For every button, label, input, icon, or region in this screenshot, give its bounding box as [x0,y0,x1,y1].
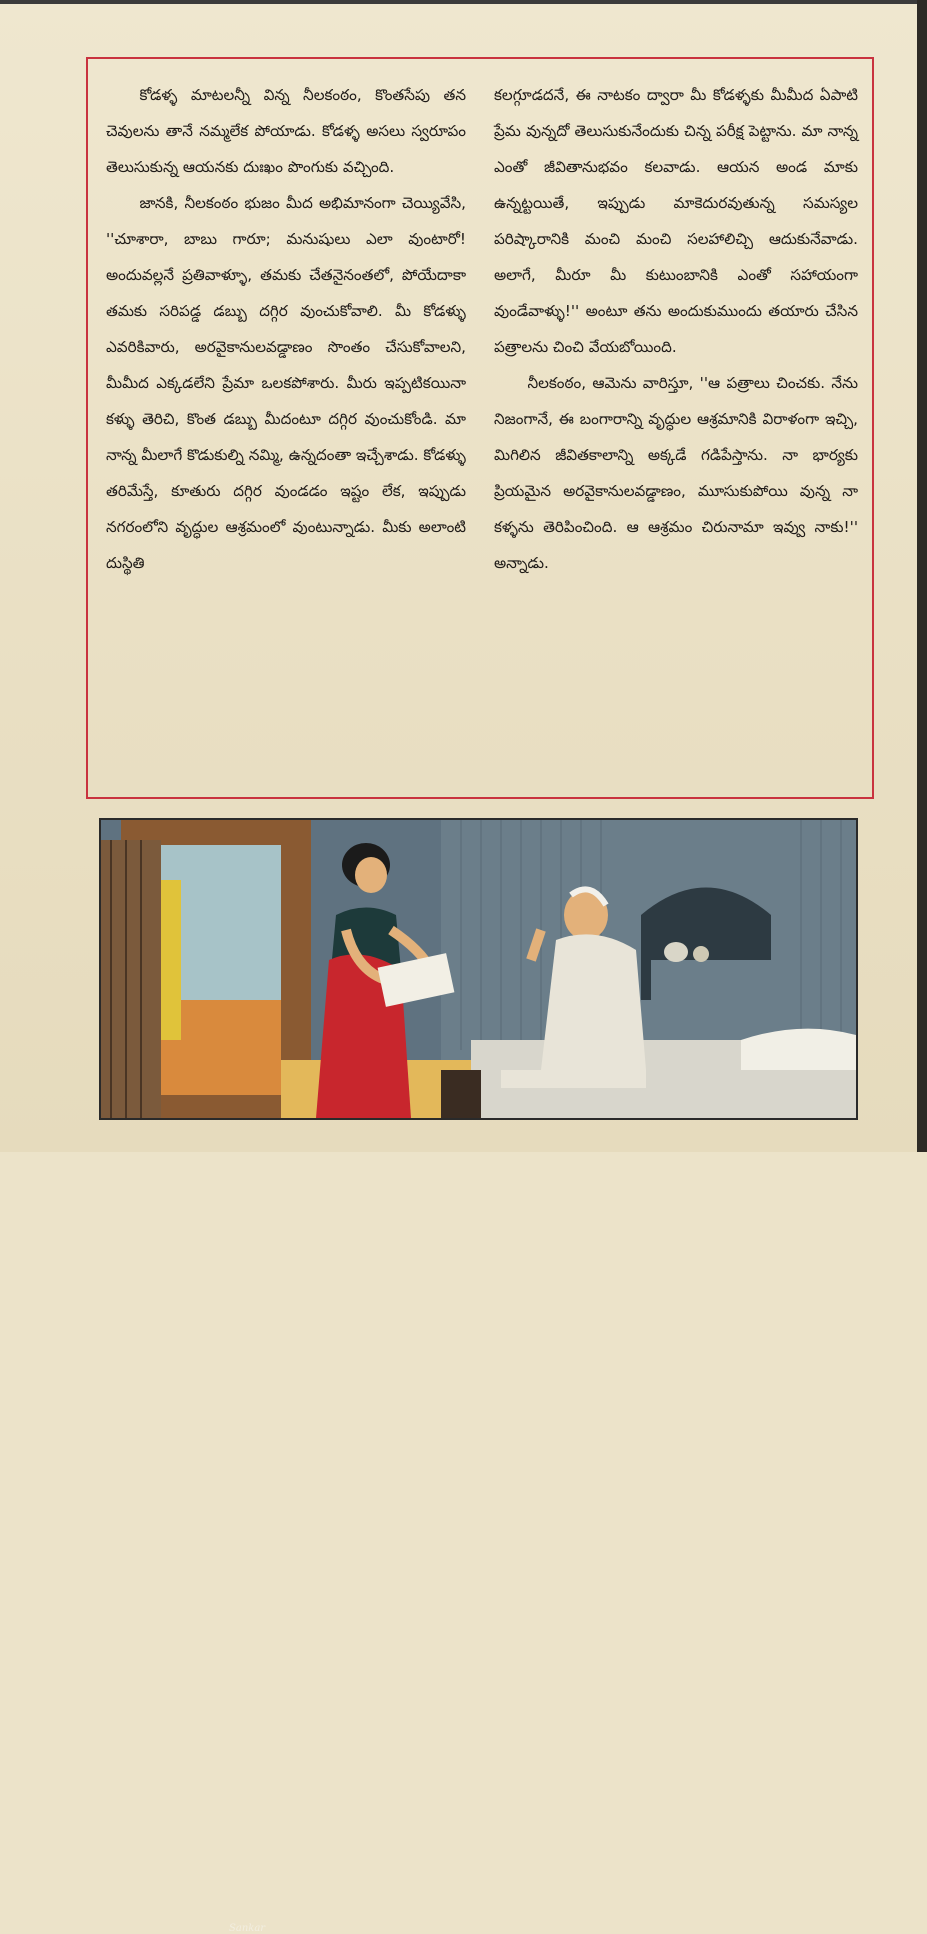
artist-signature: Sankar [229,1923,266,1934]
story-illustration [99,818,858,1934]
pot-1 [664,942,688,962]
left-text-column [106,77,482,783]
story-text-box [86,57,874,799]
paragraph: కోడళ్ళ మాటలన్నీ విన్న నీలకంఠం, కొంతసేపు తన చెవులను తానే నమ్మలేక పోయాడు. కోడళ్ళ అసలు స్వరూపం తెలుసుకున్న ఆయనకు దుఃఖం పొంగుకు వచ్చింది. [106,86,466,176]
page-binding-edge [917,0,927,1152]
paragraph: జానకి, నీలకంఠం భుజం మీద అభిమానంగా చెయ్యివేసి, ''చూశారా, బాబు గారూ; మనుషులు ఎలా వుంటారో! అందువల్లనే ప్రతివాళ్ళూ, తమకు చేతనైనంతలో, పోయేదాకా తమకు సరిపడ్డ డబ్బు దగ్గిర వుంచుకోవాలి. మీ కోడళ్ళు ఎవరికివారు, అరవైకానులవడ్డాణం సొంతం చేసుకోవాలని, మీమీద ఎక్కడలేని ప్రేమా ఒలకపోశారు. మీరు ఇప్పటికయినా కళ్ళు తెరిచి, కొంత డబ్బు మీదంటూ దగ్గిర వుంచుకోండి. మా నాన్న మీలాగే కొడుకుల్ని నమ్మి, ఉన్నదంతా ఇచ్చేశాడు. కోడళ్ళు తరిమేస్తే, కూతురు దగ్గిర వుండడం ఇష్టం లేక, ఇప్పుడు నగరంలోని వృద్ధుల ఆశ్రమంలో వుంటున్నాడు. మీకు అలాంటి దుస్థితి [106,194,466,572]
niche-shelf [651,960,771,1000]
paragraph: కలగ్గూడదనే, ఈ నాటకం ద్వారా మీ కోడళ్ళకు మీమీద ఏపాటి ప్రేమ వున్నదో తెలుసుకునేందుకు చిన్న పరీక్ష పెట్టాను. మా నాన్న ఎంతో జీవితానుభవం కలవాడు. ఆయన అండ మాకు ఉన్నట్టయితే, ఇప్పుడు మాకెదురవుతున్న సమస్యల పరిష్కారానికి మంచి మంచి సలహాలిచ్చి ఆదుకునేవాడు. అలాగే, మీరూ మీ కుటుంబానికి ఎంతో సహాయంగా వుండేవాళ్ళు!'' అంటూ తను అందుకుముందు తయారు చేసిన పత్రాలను చించి వేయబోయింది. [494,86,858,356]
pot-2 [693,946,709,962]
paragraph: నీలకంఠం, ఆమెను వారిస్తూ, ''ఆ పత్రాలు చించకు. నేను నిజంగానే, ఈ బంగారాన్ని వృద్ధుల ఆశ్రమానికి విరాళంగా ఇచ్చి, మిగిలిన జీవితకాలాన్ని అక్కడే గడిపేస్తాను. నా భార్యకు ప్రియమైన అరవైకానులవడ్డాణం, మూసుకుపోయి వున్న నా కళ్ళను తెరిపించింది. ఆ ఆశ్రమం చిరునామా ఇవ్వు నాకు!'' అన్నాడు. [494,374,858,572]
page-top-edge [0,0,927,4]
right-text-column [482,77,858,783]
illustration-artwork [101,820,856,1118]
bed-post [441,1070,481,1118]
inner-door-light [161,880,181,1040]
